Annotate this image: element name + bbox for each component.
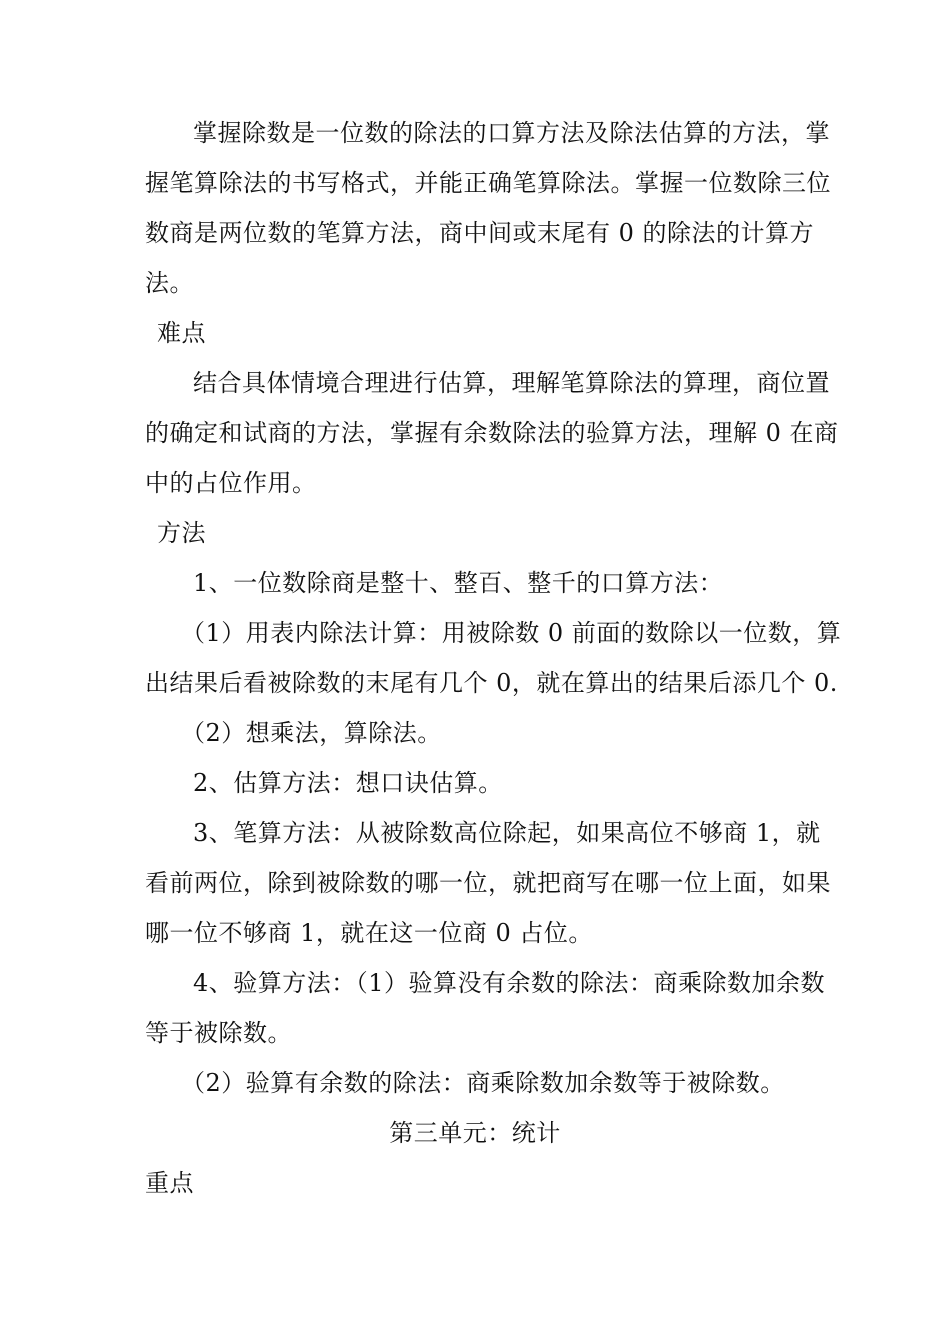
list-item-line: （2）想乘法，算除法。 — [181, 719, 442, 747]
list-item-line: （1）用表内除法计算：用被除数 0 前面的数除以一位数，算 — [181, 619, 842, 647]
paragraph-line: 中的占位作用。 — [145, 469, 317, 497]
unit-title: 第三单元：统计 — [389, 1119, 561, 1147]
list-item-line: （2）验算有余数的除法：商乘除数加余数等于被除数。 — [181, 1069, 785, 1097]
paragraph-line: 的确定和试商的方法，掌握有余数除法的验算方法，理解 0 在商 — [145, 419, 839, 447]
list-item-line: 1、一位数除商是整十、整百、整千的口算方法： — [193, 569, 724, 597]
list-item-line: 4、验算方法：（1）验算没有余数的除法：商乘除数加余数 — [193, 969, 826, 997]
paragraph-line: 结合具体情境合理进行估算，理解笔算除法的算理，商位置 — [193, 369, 830, 397]
section-heading-difficulty: 难点 — [157, 319, 206, 347]
paragraph-line: 法。 — [145, 269, 194, 297]
list-item-line: 等于被除数。 — [145, 1019, 292, 1047]
list-item-line: 2、估算方法：想口诀估算。 — [193, 769, 503, 797]
section-heading-key-points: 重点 — [145, 1169, 194, 1197]
list-item-line: 出结果后看被除数的末尾有几个 0，就在算出的结果后添几个 0. — [145, 669, 838, 697]
list-item-line: 哪一位不够商 1，就在这一位商 0 占位。 — [145, 919, 593, 947]
paragraph-line: 握笔算除法的书写格式，并能正确笔算除法。掌握一位数除三位 — [145, 169, 831, 197]
section-heading-method: 方法 — [157, 519, 206, 547]
list-item-line: 3、笔算方法：从被除数高位除起，如果高位不够商 1，就 — [193, 819, 821, 847]
paragraph-line: 掌握除数是一位数的除法的口算方法及除法估算的方法，掌 — [193, 119, 830, 147]
paragraph-line: 数商是两位数的笔算方法，商中间或末尾有 0 的除法的计算方 — [145, 219, 815, 247]
list-item-line: 看前两位，除到被除数的哪一位，就把商写在哪一位上面，如果 — [145, 869, 831, 897]
